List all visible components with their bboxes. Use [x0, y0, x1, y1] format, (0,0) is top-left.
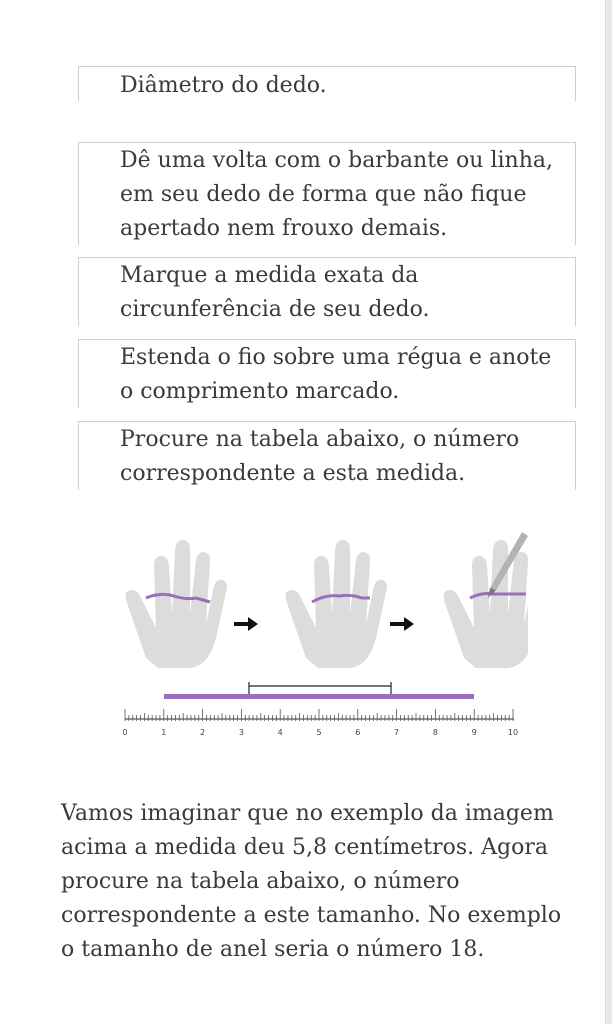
step-box-table-lookup — [78, 421, 576, 490]
hand-icon — [126, 540, 227, 668]
ruler-label: 8 — [432, 728, 438, 737]
ruler-label: 1 — [161, 728, 167, 737]
arrow-right-icon — [390, 617, 414, 631]
ruler-label: 0 — [122, 728, 128, 737]
ruler-label: 6 — [355, 728, 361, 737]
arrow-right-icon — [234, 617, 258, 631]
scrollbar-edge — [605, 0, 612, 1024]
hand-icon — [286, 540, 387, 668]
step-box-mark-measure — [78, 257, 576, 326]
ruler-label: 5 — [316, 728, 322, 737]
ruler-label: 4 — [277, 728, 283, 737]
ruler-label: 7 — [394, 728, 400, 737]
step-text: Procure na tabela abaixo, o número correspondente a esta medida. — [120, 427, 520, 486]
step-text: Estenda o fio sobre uma régua e anote o comprimento marcado. — [120, 345, 552, 404]
measurement-illustration — [118, 528, 528, 748]
ruler-label: 2 — [200, 728, 206, 737]
ruler-label: 3 — [238, 728, 244, 737]
stretched-string — [164, 694, 474, 699]
explanation-text: Vamos imaginar que no exemplo da imagem acima a medida deu 5,8 centímetros. Agora procure na tabela abaixo, o número correspondente a este tamanho. No exemplo o tamanho de anel seria o número 18. — [61, 801, 562, 962]
ruler-label: 9 — [471, 728, 477, 737]
hand-icon — [444, 540, 528, 668]
ruler-label: 10 — [507, 728, 519, 737]
ruler — [122, 709, 518, 737]
step-box-wrap-string — [78, 142, 576, 245]
step-box-ruler — [78, 339, 576, 408]
step-text: Diâmetro do dedo. — [120, 73, 327, 98]
step-box-diameter — [78, 66, 576, 101]
step-text: Marque a medida exata da circunferência de seu dedo. — [120, 263, 430, 322]
step-text: Dê uma volta com o barbante ou linha, em seu dedo de forma que não fique apertado nem frouxo demais. — [120, 148, 553, 241]
